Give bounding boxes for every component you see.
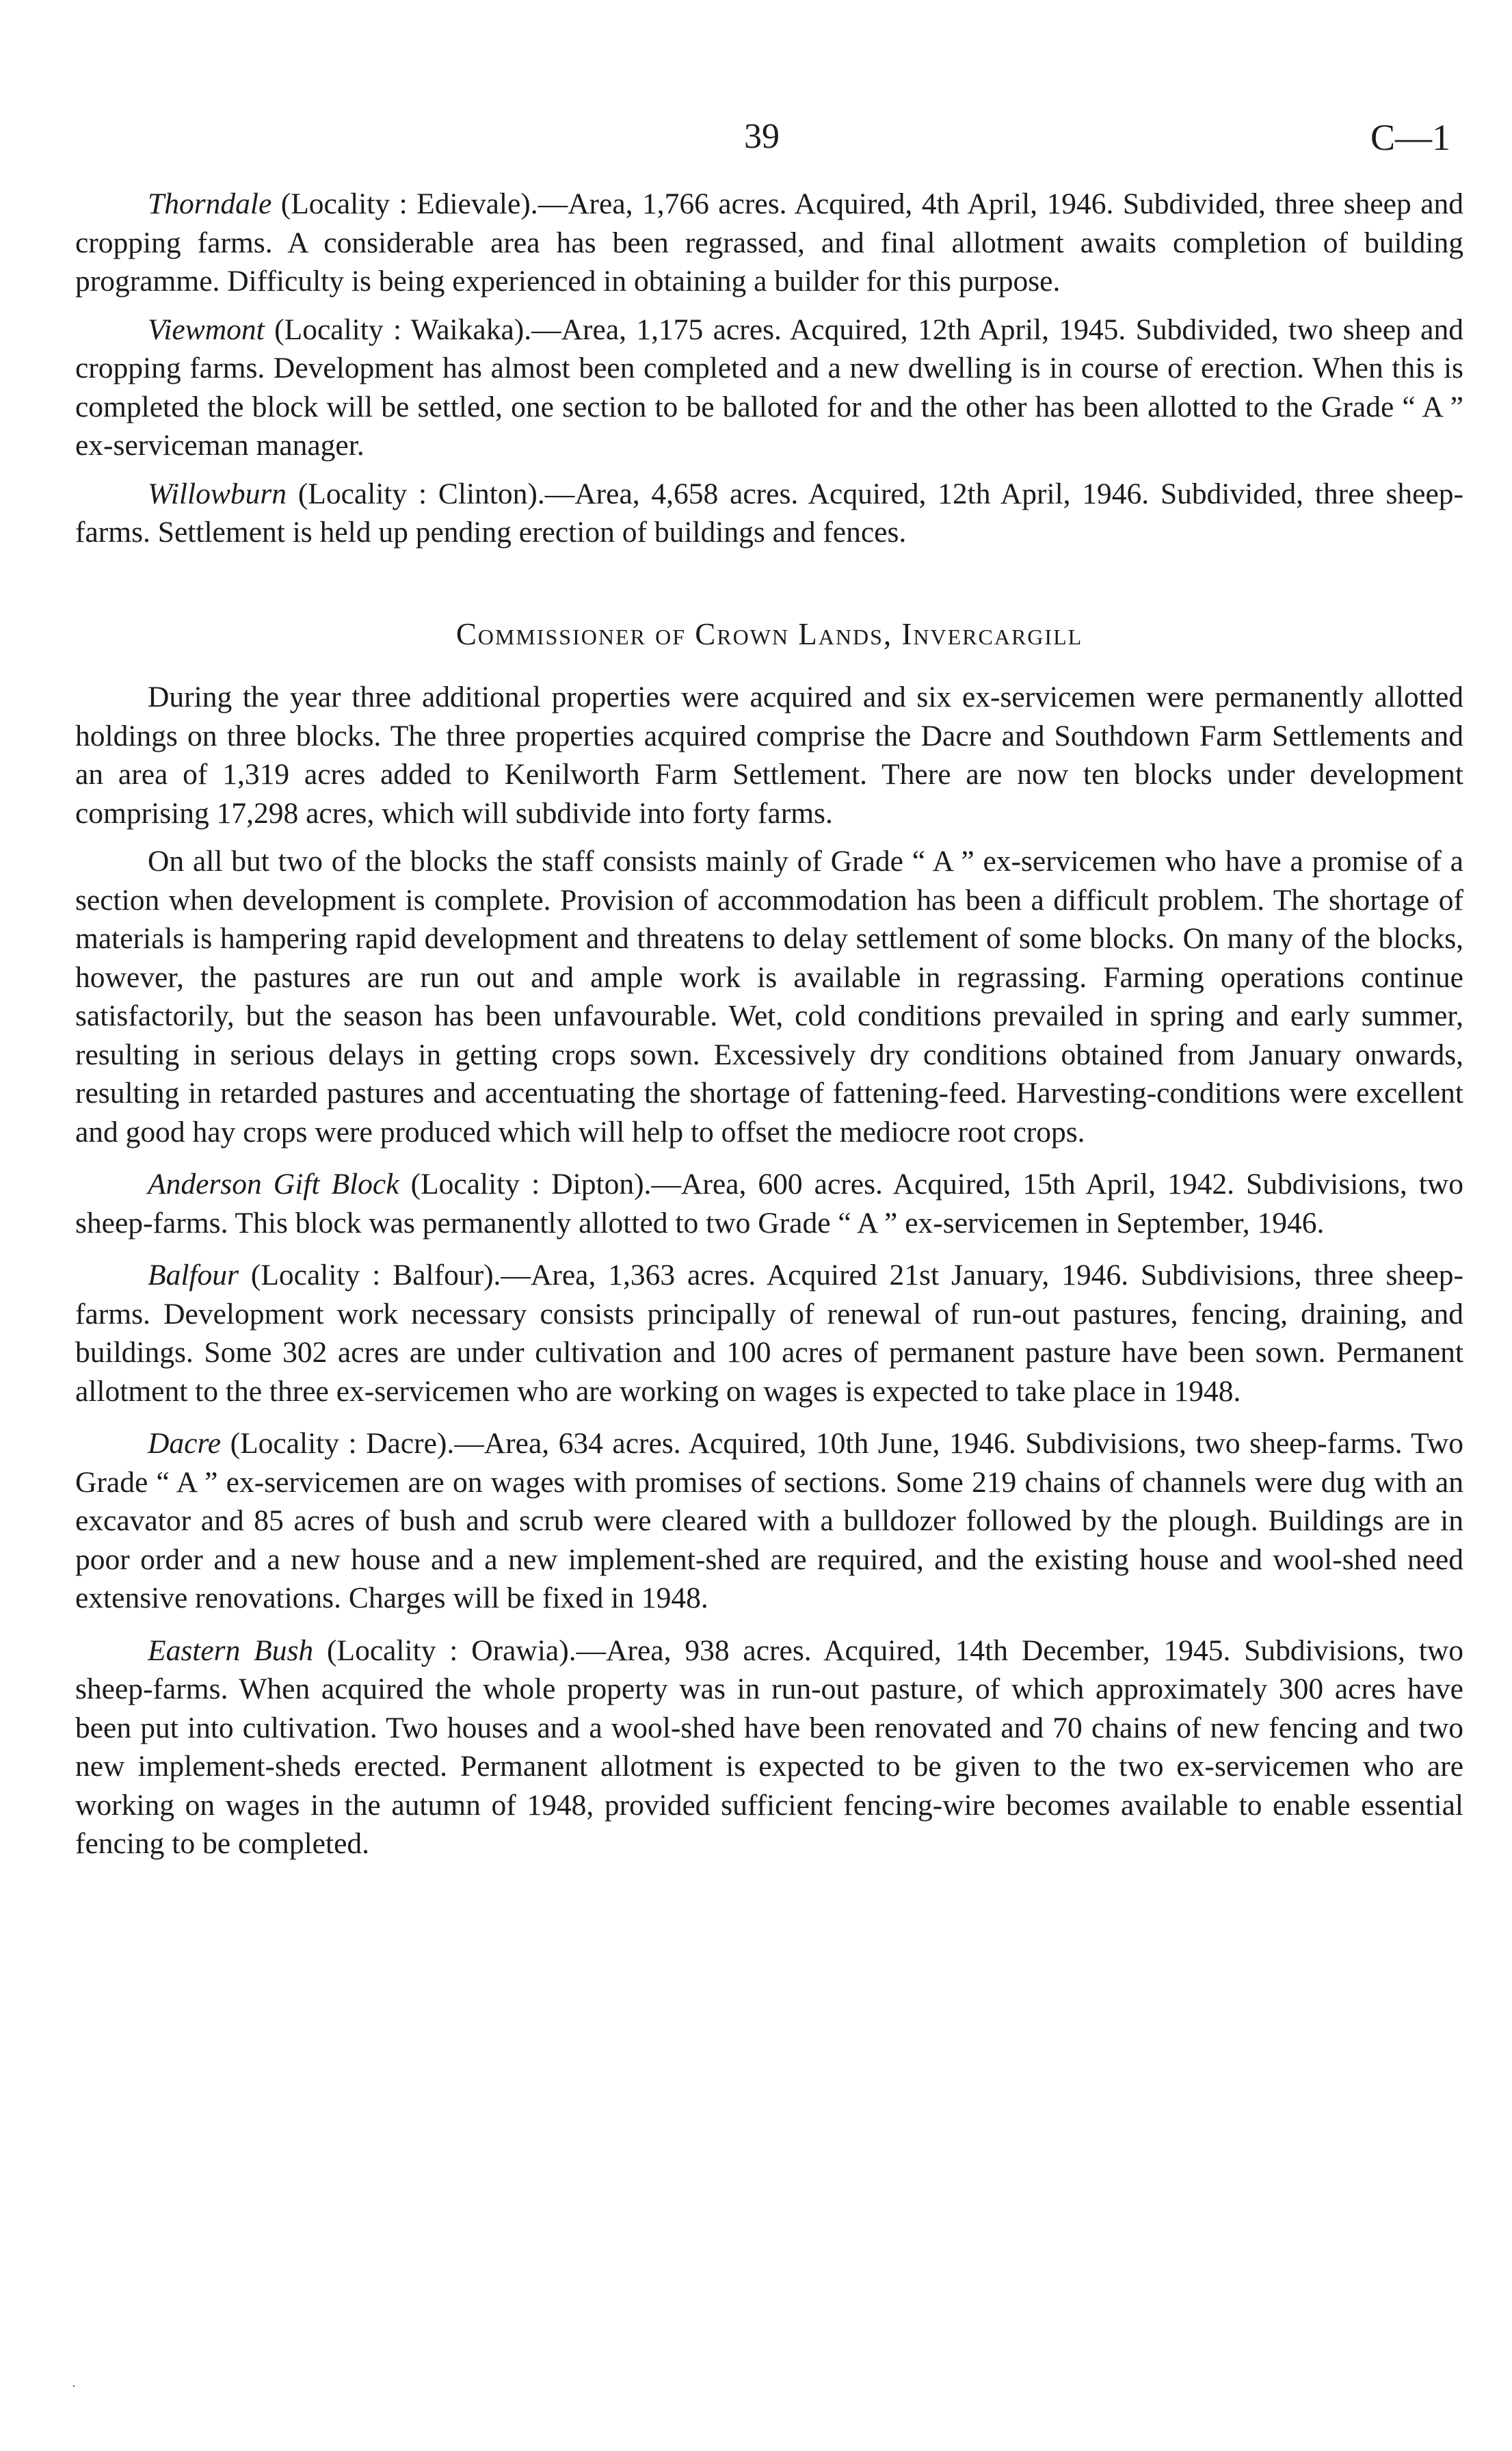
entry-anderson-gift-block (75, 1165, 1463, 1242)
page-body (75, 185, 1463, 1873)
entry-text: (Locality : Dacre).—Area, 634 acres. Acquired, 10th June, 1946. Subdivisions, two sheep-farms. Two Grade “ A ” ex-servicemen are on wages with promises of sections. Some 219 chains of channels were dug with an excavator and 85 acres of bush and scrub were cleared with a bulldozer followed by the plough. Buildings are in poor order and a new house and a new implement-shed are required, and the existing house and wool-shed need extensive renovations. Charges will be fixed in 1948. (75, 1427, 1463, 1614)
entry-balfour (75, 1256, 1463, 1411)
entry-name: Eastern Bush (148, 1634, 314, 1667)
entry-name: Willowburn (148, 477, 287, 510)
document-code: C—1 (1370, 117, 1450, 158)
entry-text: (Locality : Edievale).—Area, 1,766 acres. Acquired, 4th April, 1946. Subdivided, three sheep and cropping farms. A considerable area has been regrassed, and final allotment awaits completion of building programme. Difficulty is being experienced in obtaining a builder for this purpose. (75, 187, 1463, 298)
entry-name: Thorndale (148, 187, 272, 220)
entry-name: Viewmont (148, 313, 265, 346)
entry-text: (Locality : Orawia).—Area, 938 acres. Acquired, 14th December, 1945. Subdivisions, two sheep-farms. When acquired the whole property was in run-out pasture, of which approximately 300 acres have been put into cultivation. Two houses and a wool-shed have been renovated and 70 chains of new fencing and two new implement-sheds erected. Permanent allotment is expected to be given to the two ex-servicemen who are working on wages in the autumn of 1948, provided sufficient fencing-wire becomes available to enable essential fencing to be completed. (75, 1634, 1463, 1860)
entry-viewmont (75, 311, 1463, 465)
entry-text: (Locality : Clinton).—Area, 4,658 acres. Acquired, 12th April, 1946. Subdivided, three sheep-farms. Settlement is held up pending erection of buildings and fences. (75, 477, 1463, 549)
entry-text: (Locality : Dipton).—Area, 600 acres. Acquired, 15th April, 1942. Subdivisions, two sheep-farms. This block was permanently allotted to two Grade “ A ” ex-servicemen in September, 1946. (75, 1168, 1463, 1240)
entry-text: (Locality : Balfour).—Area, 1,363 acres. Acquired 21st January, 1946. Subdivisions, three sheep-farms. Development work necessary consists principally of renewal of run-out pastures, fencing, draining, and buildings. Some 302 acres are under cultivation and 100 acres of permanent pasture have been sown. Permanent allotment to the three ex-servicemen who are working on wages is expected to take place in 1948. (75, 1259, 1463, 1408)
intro-paragraph: On all but two of the blocks the staff consists mainly of Grade “ A ” ex-servicemen who have a promise of a section when development is complete. Provision of accommodation has been a difficult problem. The shortage of materials is hampering rapid development and threatens to delay settlement of some blocks. On many of the blocks, however, the pastures are run out and ample work is available in regrassing. Farming operations continue satisfactorily, but the season has been unfavourable. Wet, cold conditions prevailed in spring and early summer, resulting in serious delays in getting crops sown. Excessively dry conditions obtained from January onwards, resulting in retarded pastures and accentuating the shortage of fattening-feed. Harvesting-conditions were excellent and good hay crops were produced which will help to offset the mediocre root crops. (75, 845, 1463, 1149)
intro-paragraph: During the year three additional properties were acquired and six ex-servicemen were permanently allotted holdings on three blocks. The three properties acquired comprise the Dacre and Southdown Farm Settlements and an area of 1,319 acres added to Kenilworth Farm Settlement. There are now ten blocks under development comprising 17,298 acres, which will subdivide into forty farms. (75, 681, 1463, 830)
entry-eastern-bush (75, 1631, 1463, 1863)
entry-thorndale (75, 185, 1463, 301)
footer-mark: · (71, 2378, 77, 2396)
entry-name: Dacre (148, 1427, 222, 1460)
entry-dacre (75, 1424, 1463, 1618)
entry-willowburn (75, 475, 1463, 552)
entry-name: Balfour (148, 1259, 239, 1292)
section-heading: Commissioner of Crown Lands, Invercargill (455, 616, 1083, 651)
page-header (0, 116, 1512, 164)
page-number: 39 (744, 117, 780, 156)
entry-name: Anderson Gift Block (148, 1168, 399, 1201)
entry-text: (Locality : Waikaka).—Area, 1,175 acres. Acquired, 12th April, 1945. Subdivided, two sheep and cropping farms. Development has almost been completed and a new dwelling is in course of erection. When this is completed the block will be settled, one section to be balloted for and the other has been allotted to the Grade “ A ” ex-serviceman manager. (75, 313, 1463, 462)
